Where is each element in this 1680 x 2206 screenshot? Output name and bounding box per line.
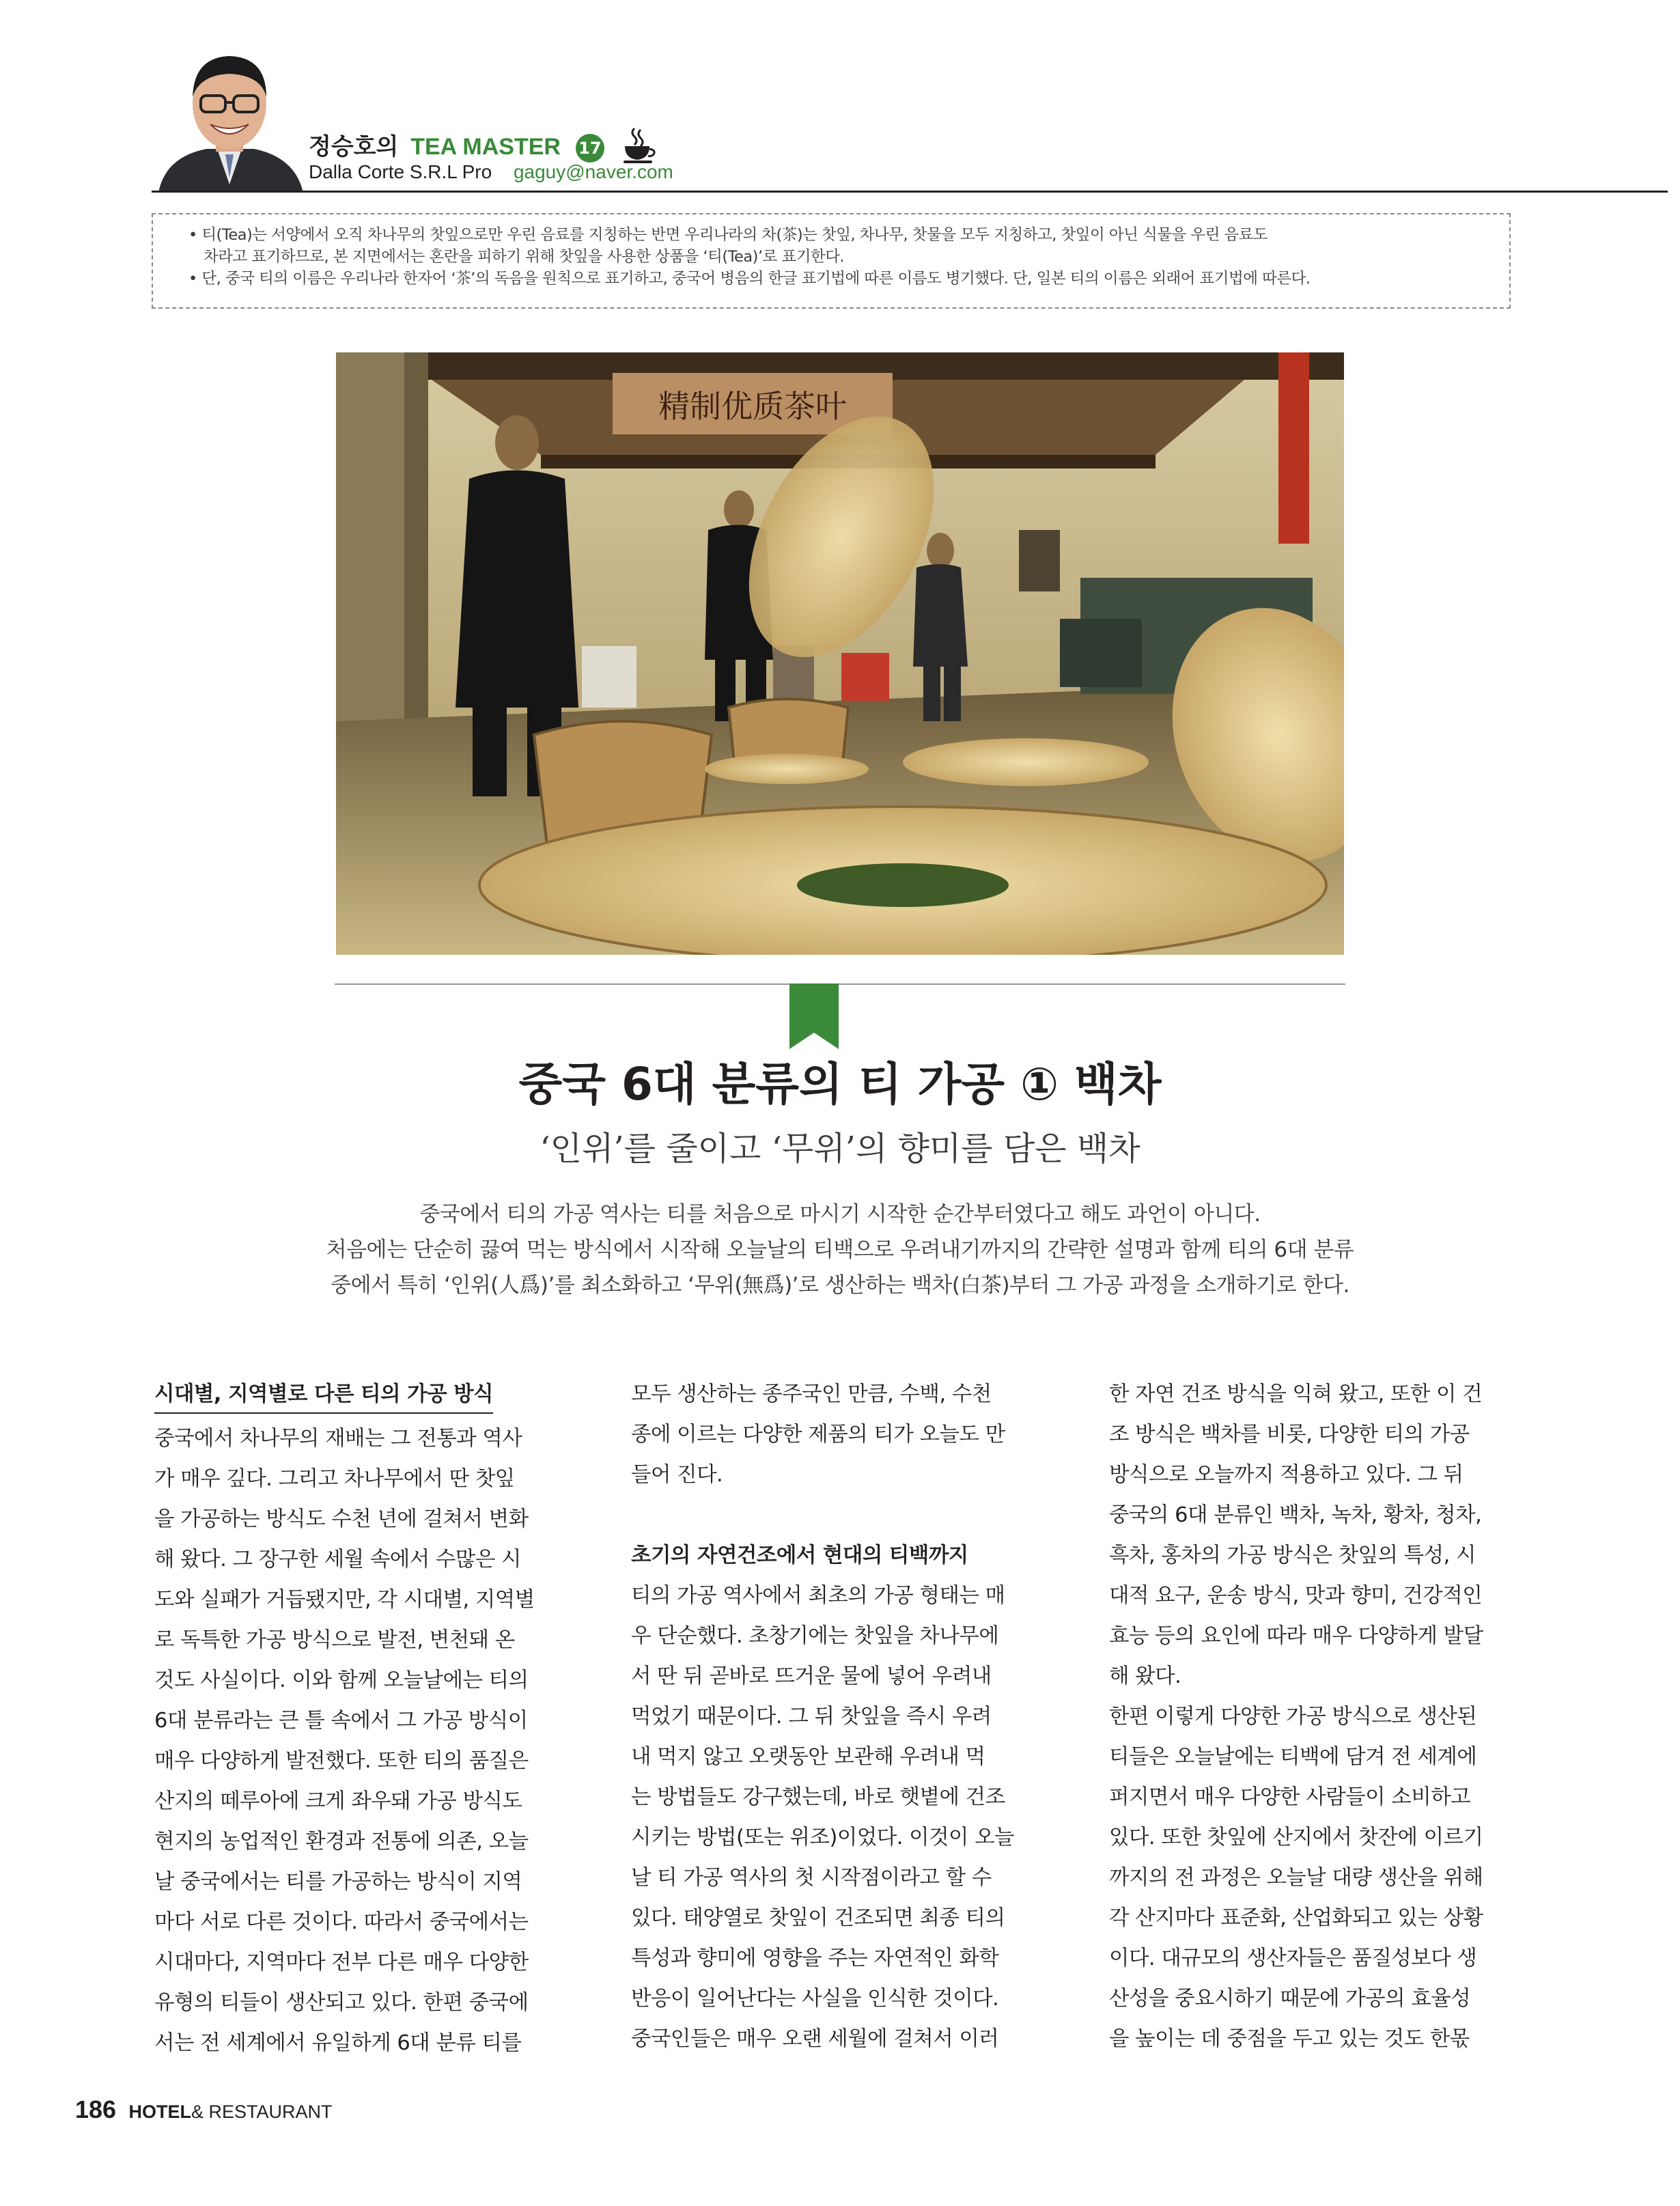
lead-line: 처음에는 단순히 끓여 먹는 방식에서 시작해 오늘날의 티백으로 우려내기까지의 간략한 설명과 함께 티의 6대 분류 xyxy=(326,1238,1354,1262)
text-line: 서 딴 뒤 곧바로 뜨거운 물에 넣어 우려내 xyxy=(631,1664,992,1688)
note-line: 차라고 표기하므로, 본 지면에서는 혼란을 피하기 위해 찻잎을 사용한 상품을 ‘티(Tea)’로 표기한다. xyxy=(204,248,845,266)
text-line: 유형의 티들이 생산되고 있다. 한편 중국에 xyxy=(154,1991,529,2015)
page-number: 186 xyxy=(75,2095,117,2123)
text-line: 있다. 태양열로 찻잎이 건조되면 최종 티의 xyxy=(631,1906,1005,1930)
text-line: 들어 진다. xyxy=(631,1463,723,1487)
text-line: 해 왔다. 그 장구한 세월 속에서 수많은 시 xyxy=(154,1548,521,1572)
text-line: 있다. 또한 찻잎에 산지에서 찻잔에 이르기 xyxy=(1109,1826,1483,1849)
author-name: 정승호의 xyxy=(309,133,399,160)
body-column-3 xyxy=(1109,1374,1519,2059)
green-bookmark-icon xyxy=(789,983,839,1052)
author-affiliation xyxy=(309,161,673,183)
text-line: 시키는 방법(또는 위조)이었다. 이것이 오늘 xyxy=(631,1826,1015,1849)
text-line: 중국에서 차나무의 재배는 그 전통과 역사 xyxy=(154,1427,522,1451)
text-line: 까지의 전 과정은 오늘날 대량 생산을 위해 xyxy=(1109,1866,1483,1890)
text-line: 로 독특한 가공 방식으로 발전, 변천돼 온 xyxy=(154,1628,515,1652)
title-divider xyxy=(335,983,1345,985)
text-line: 이다. 대규모의 생산자들은 품질성보다 생 xyxy=(1109,1946,1477,1970)
body-column-1 xyxy=(154,1374,564,2063)
page-footer xyxy=(75,2095,333,2124)
paragraph xyxy=(1109,1374,1519,1697)
text-line: 티의 가공 역사에서 최초의 가공 형태는 매 xyxy=(631,1584,1005,1608)
paragraph xyxy=(631,1576,1041,2059)
lead-line: 중에서 특히 ‘인위(人爲)’를 최소화하고 ‘무위(無爲)’로 생산하는 백차(白茶)부터 그 가공 과정을 소개하기로 한다. xyxy=(331,1273,1349,1298)
text-line: 산지의 떼루아에 크게 좌우돼 가공 방식도 xyxy=(154,1789,522,1813)
paragraph xyxy=(154,1419,564,2063)
text-line: 날 중국에서는 티를 가공하는 방식이 지역 xyxy=(154,1870,522,1894)
text-line: 조 방식은 백차를 비롯, 다양한 티의 가공 xyxy=(1109,1423,1470,1447)
text-line: 반응이 일어난다는 사실을 인식한 것이다. xyxy=(631,1987,999,2011)
text-line: 먹었기 때문이다. 그 뒤 찻잎을 즉시 우려 xyxy=(631,1705,992,1729)
text-line: 중국인들은 매우 오랜 세월에 걸쳐서 이러 xyxy=(631,2027,999,2051)
text-line: 한 자연 건조 방식을 익혀 왔고, 또한 이 건 xyxy=(1109,1382,1483,1406)
text-line: 시대마다, 지역마다 전부 다른 매우 다양한 xyxy=(154,1951,529,1974)
article-lead xyxy=(246,1197,1434,1303)
text-line: 는 방법들도 강구했는데, 바로 햇볕에 건조 xyxy=(631,1785,1005,1809)
author-company: Dalla Corte S.R.L Pro xyxy=(309,161,492,182)
editorial-notes-box xyxy=(152,213,1511,309)
paragraph-gap xyxy=(631,1495,1041,1535)
text-line: 매우 다양하게 발전했다. 또한 티의 품질은 xyxy=(154,1749,529,1773)
text-line: 효능 등의 요인에 따라 매우 다양하게 발달 xyxy=(1109,1624,1483,1648)
text-line: 모두 생산하는 종주국인 만큼, 수백, 수천 xyxy=(631,1382,992,1406)
note-line: • 티(Tea)는 서양에서 오직 차나무의 찻잎으로만 우린 음료를 지칭하는 반면 우리나라의 차(茶)는 찻잎, 차나무, 찻물을 모두 지칭하고, 찻잎이 아닌 식물을 우린 음료도 xyxy=(188,226,1268,244)
section-heading: 초기의 자연건조에서 현대의 티백까지 xyxy=(631,1544,968,1567)
text-line: 을 가공하는 방식도 수천 년에 걸쳐서 변화 xyxy=(154,1507,529,1531)
note-line: • 단, 중국 티의 이름은 우리나라 한자어 ‘茶’의 독음을 원칙으로 표기하고, 중국어 병음의 한글 표기법에 따른 이름도 병기했다. 단, 일본 티의 이름은 외래어 표기법에 따른다. xyxy=(188,270,1311,288)
header-rule xyxy=(152,191,1668,193)
text-line: 날 티 가공 역사의 첫 시작점이라고 할 수 xyxy=(631,1866,992,1890)
factory-sign-text: 精制优质茶叶 xyxy=(658,388,847,425)
text-line: 특성과 향미에 영향을 주는 자연적인 화학 xyxy=(631,1946,999,1970)
magazine-name-rest: & RESTAURANT xyxy=(191,2102,333,2122)
text-line: 각 산지마다 표준화, 산업화되고 있는 상황 xyxy=(1109,1906,1483,1930)
magazine-name xyxy=(129,2102,333,2122)
text-line: 티들은 오늘날에는 티백에 담겨 전 세계에 xyxy=(1109,1745,1477,1769)
article-title: 중국 6대 분류의 티 가공 ① 백차 xyxy=(518,1058,1162,1111)
text-line: 6대 분류라는 큰 틀 속에서 그 가공 방식이 xyxy=(154,1709,528,1733)
paragraph xyxy=(631,1374,1041,1495)
text-line: 종에 이르는 다양한 제품의 티가 오늘도 만 xyxy=(631,1423,1005,1447)
text-line: 대적 요구, 운송 방식, 맛과 향미, 건강적인 xyxy=(1109,1584,1483,1608)
text-line: 해 왔다. xyxy=(1109,1664,1181,1688)
text-line: 퍼지면서 매우 다양한 사람들이 소비하고 xyxy=(1109,1785,1471,1809)
paragraph xyxy=(1109,1697,1519,2059)
text-line: 중국의 6대 분류인 백차, 녹차, 황차, 청차, xyxy=(1109,1503,1482,1527)
author-portrait xyxy=(152,41,307,193)
text-line: 마다 서로 다른 것이다. 따라서 중국에서는 xyxy=(154,1910,529,1934)
section-heading: 시대별, 지역별로 다른 티의 가공 방식 xyxy=(154,1377,493,1414)
article-subtitle: ‘인위’를 줄이고 ‘무위’의 향미를 담은 백차 xyxy=(540,1130,1140,1168)
text-line: 것도 사실이다. 이와 함께 오늘날에는 티의 xyxy=(154,1669,529,1692)
text-line: 을 높이는 데 중점을 두고 있는 것도 한몫 xyxy=(1109,2027,1470,2051)
author-email[interactable]: gaguy@naver.com xyxy=(513,161,673,182)
column-name: TEA MASTER xyxy=(410,134,561,160)
lead-line: 중국에서 티의 가공 역사는 티를 처음으로 마시기 시작한 순간부터였다고 해도 과언이 아니다. xyxy=(419,1202,1261,1227)
text-line: 우 단순했다. 초창기에는 찻잎을 차나무에 xyxy=(631,1624,999,1648)
text-line: 도와 실패가 거듭됐지만, 각 시대별, 지역별 xyxy=(154,1588,535,1612)
magazine-name-bold: HOTEL xyxy=(128,2102,192,2122)
text-line: 방식으로 오늘까지 적용하고 있다. 그 뒤 xyxy=(1109,1463,1464,1487)
tea-factory-photo xyxy=(336,352,1344,955)
body-column-2 xyxy=(631,1374,1041,2059)
text-line: 내 먹지 않고 오랫동안 보관해 우려내 먹 xyxy=(631,1745,985,1769)
text-line: 가 매우 깊다. 그리고 차나무에서 딴 찻잎 xyxy=(154,1467,515,1491)
text-line: 현지의 농업적인 환경과 전통에 의존, 오늘 xyxy=(154,1830,529,1854)
text-line: 서는 전 세계에서 유일하게 6대 분류 티를 xyxy=(154,2031,522,2055)
text-line: 한편 이렇게 다양한 가공 방식으로 생산된 xyxy=(1109,1705,1477,1729)
text-line: 흑차, 홍차의 가공 방식은 찻잎의 특성, 시 xyxy=(1109,1544,1476,1567)
issue-number-badge: 17 xyxy=(576,134,604,163)
text-line: 산성을 중요시하기 때문에 가공의 효율성 xyxy=(1109,1987,1471,2011)
